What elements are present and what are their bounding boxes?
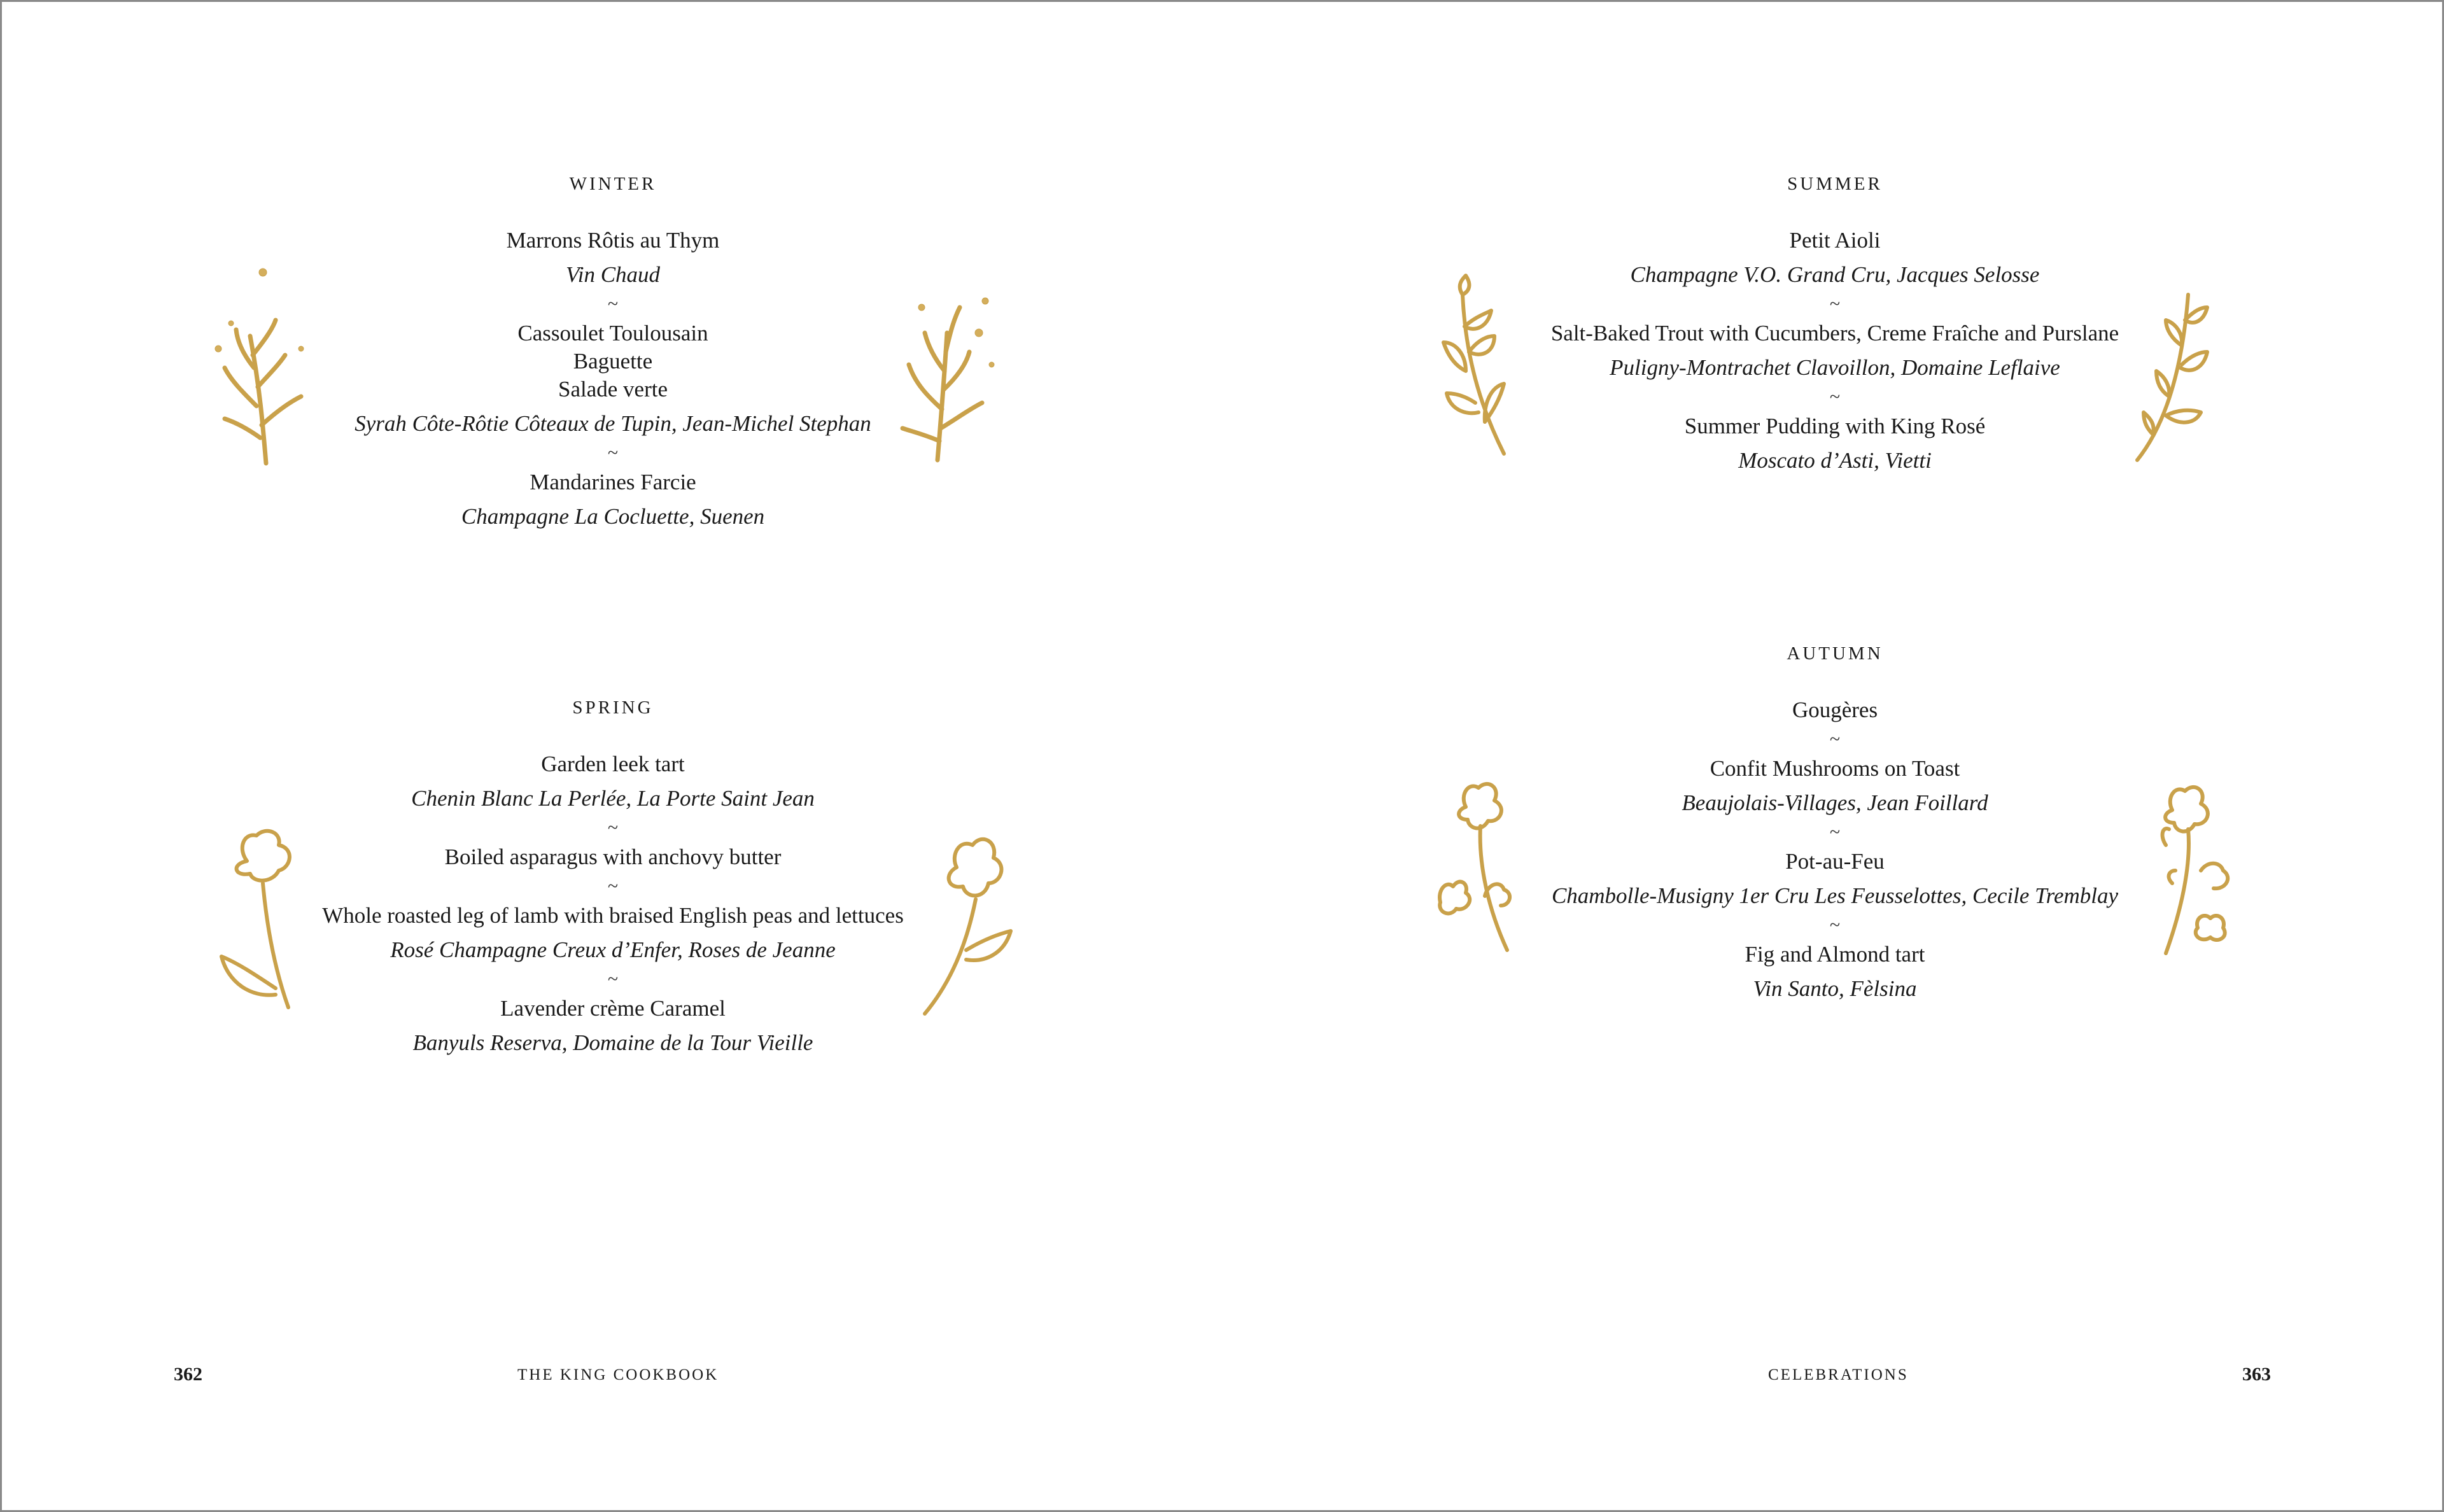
menu-course [263, 750, 963, 813]
wine-pairing: Champagne La Cocluette, Suenen [461, 504, 765, 529]
menu-course [1485, 848, 2185, 910]
menu-course [263, 227, 963, 289]
course-separator: ~ [1829, 914, 1841, 935]
wine-pairing: Champagne V.O. Grand Cru, Jacques Selosse [1630, 262, 2040, 287]
dish-name: Cassoulet Toulousain [517, 321, 708, 346]
dish-name: Summer Pudding with King Rosé [1684, 414, 1986, 438]
course-separator: ~ [1829, 729, 1841, 750]
menu-course [263, 319, 963, 438]
dish-name: Pot-au-Feu [1785, 849, 1885, 874]
season-title: SUMMER [1787, 174, 1883, 194]
course-separator: ~ [1829, 386, 1841, 407]
wine-pairing: Beaujolais-Villages, Jean Foillard [1682, 790, 1988, 815]
menu-course [263, 468, 963, 531]
autumn-flower-right-icon [2147, 775, 2239, 956]
menu-course [263, 843, 963, 871]
menu-spring [263, 697, 963, 1057]
dish-name: Fig and Almond tart [1745, 942, 1925, 967]
menu-course [1485, 696, 2185, 724]
winter-sprig-left-icon [212, 260, 307, 470]
wine-pairing: Vin Santo, Fèlsina [1753, 976, 1917, 1001]
menu-course [1485, 941, 2185, 1003]
course-separator: ~ [607, 876, 619, 897]
page-number-right: 363 [2242, 1364, 2271, 1385]
wine-pairing: Vin Chaud [565, 262, 661, 287]
dish-name: Garden leek tart [541, 752, 685, 776]
season-title: AUTUMN [1787, 643, 1883, 664]
season-title: WINTER [569, 174, 657, 194]
running-head-right: CELEBRATIONS [1768, 1366, 1909, 1383]
dish-name: Whole roasted leg of lamb with braised English peas and lettuces [322, 903, 904, 928]
dish-name: Boiled asparagus with anchovy butter [444, 844, 782, 869]
course-separator: ~ [607, 817, 619, 838]
dish-name: Petit Aioli [1789, 228, 1881, 253]
dish-name: Mandarines Farcie [530, 470, 696, 494]
menu-course [1485, 319, 2185, 382]
menu-summer [1485, 174, 2185, 475]
course-separator: ~ [607, 969, 619, 990]
wine-pairing: Chenin Blanc La Perlée, La Porte Saint Jean [411, 786, 815, 811]
autumn-flower-left-icon [1431, 775, 1523, 953]
menu-course [1485, 227, 2185, 289]
wine-pairing: Moscato d’Asti, Vietti [1738, 448, 1932, 473]
spring-flower-left-icon [212, 823, 307, 1014]
season-title: SPRING [572, 697, 654, 718]
wine-pairing: Puligny-Montrachet Clavoillon, Domaine Leflaive [1610, 355, 2060, 380]
dish-name: Baguette [573, 349, 653, 374]
wine-pairing: Banyuls Reserva, Domaine de la Tour Vieille [412, 1030, 813, 1055]
menu-course [1485, 755, 2185, 817]
running-head-left: THE KING COOKBOOK [517, 1366, 719, 1383]
menu-autumn [1485, 643, 2185, 1003]
summer-sprig-left-icon [1434, 276, 1517, 460]
dish-name: Marrons Rôtis au Thym [506, 228, 720, 253]
dish-name: Lavender crème Caramel [500, 996, 726, 1021]
wine-pairing: Syrah Côte-Rôtie Côteaux de Tupin, Jean-Michel Stephan [355, 411, 871, 436]
menu-course [263, 995, 963, 1057]
menu-winter [263, 174, 963, 531]
winter-sprig-right-icon [890, 282, 998, 466]
dish-name: Confit Mushrooms on Toast [1710, 756, 1960, 781]
summer-sprig-right-icon [2131, 282, 2214, 466]
dish-name: Salade verte [558, 377, 668, 402]
menu-course [1485, 412, 2185, 475]
dish-name: Gougères [1792, 697, 1878, 722]
page-number-left: 362 [174, 1364, 202, 1385]
menu-course [263, 902, 963, 964]
course-separator: ~ [607, 293, 619, 314]
course-separator: ~ [607, 442, 619, 463]
spring-flower-right-icon [918, 829, 1014, 1020]
dish-name: Salt-Baked Trout with Cucumbers, Creme Fraîche and Purslane [1550, 321, 2119, 346]
wine-pairing: Chambolle-Musigny 1er Cru Les Feusselottes, Cecile Tremblay [1551, 883, 2119, 908]
course-separator: ~ [1829, 822, 1841, 843]
wine-pairing: Rosé Champagne Creux d’Enfer, Roses de Jeanne [390, 937, 836, 962]
course-separator: ~ [1829, 293, 1841, 314]
